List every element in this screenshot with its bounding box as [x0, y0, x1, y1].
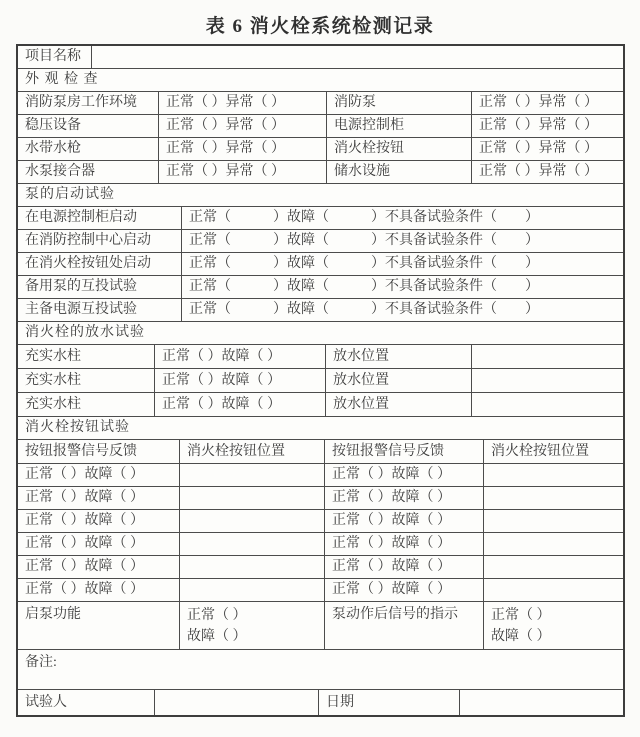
button-location-value — [484, 464, 623, 486]
status-options: 正常（ ）故障（ ） — [325, 579, 484, 601]
discharge-location-value — [472, 393, 623, 416]
pump-start-row — [18, 299, 623, 322]
discharge-location-value — [472, 345, 623, 368]
status-options: 正常（ ）故障（ ） — [18, 533, 180, 555]
project-name-value — [92, 46, 623, 68]
water-column-label: 充实水柱 — [18, 369, 155, 392]
column-header: 消火栓按钮位置 — [491, 443, 589, 459]
status-options: 正常（ ）故障（ ） — [325, 464, 484, 486]
pump-start-row — [18, 276, 623, 299]
inspection-record-table — [16, 44, 625, 717]
status-options: 正常（ ）异常（ ） — [479, 118, 598, 133]
status-options: 正常（ ）故障（ ） — [18, 556, 180, 578]
button-test-row — [18, 487, 623, 510]
pump-start-row — [18, 253, 623, 276]
pump-test-label: 在消火栓按钮处启动 — [18, 253, 182, 275]
pump-start-row — [18, 207, 623, 230]
status-options: 正常（ ）故障（ ） — [325, 510, 484, 532]
status-options: 正常（ ）异常（ ） — [159, 138, 327, 160]
button-location-value — [484, 556, 623, 578]
button-test-row — [18, 533, 623, 556]
button-location-value — [484, 487, 623, 509]
discharge-section-header-row — [18, 322, 623, 345]
tester-value — [155, 690, 319, 715]
pump-signal-options — [484, 602, 623, 649]
appearance-section-title: 外 观 检 查 — [25, 72, 99, 87]
equipment-label: 消防泵房工作环境 — [18, 92, 159, 114]
appearance-row — [18, 138, 623, 161]
pump-test-options: 正常（ ）故障（ ）不具备试验条件（ ） — [189, 233, 539, 248]
status-options: 正常（ ）故障（ ） — [18, 579, 180, 601]
equipment-label: 消防泵 — [327, 92, 472, 114]
button-location-value — [180, 579, 325, 601]
column-header: 消火栓按钮位置 — [180, 440, 325, 463]
status-options: 正常（ ）故障（ ） — [18, 510, 180, 532]
remarks-label: 备注: — [25, 655, 57, 670]
status-options: 正常（ ）异常（ ） — [479, 141, 598, 156]
button-location-value — [180, 556, 325, 578]
pump-function-fault-option: 故障（ ） — [187, 629, 247, 644]
equipment-label: 储水设施 — [327, 161, 472, 183]
pump-test-options: 正常（ ）故障（ ）不具备试验条件（ ） — [189, 279, 539, 294]
pump-test-label: 在电源控制柜启动 — [18, 207, 182, 229]
appearance-section-header-row — [18, 69, 623, 92]
button-location-value — [180, 464, 325, 486]
discharge-section-title: 消火栓的放水试验 — [25, 325, 145, 340]
button-test-row — [18, 464, 623, 487]
button-location-value — [180, 510, 325, 532]
discharge-row — [18, 369, 623, 393]
status-options: 正常（ ）异常（ ） — [159, 115, 327, 137]
pump-test-options: 正常（ ）故障（ ）不具备试验条件（ ） — [189, 210, 539, 225]
pump-test-label: 备用泵的互投试验 — [18, 276, 182, 298]
appearance-row — [18, 115, 623, 138]
status-options: 正常（ ）异常（ ） — [159, 161, 327, 183]
pump-start-section-header-row — [18, 184, 623, 207]
status-options: 正常（ ）故障（ ） — [325, 556, 484, 578]
button-location-value — [484, 533, 623, 555]
button-test-section-title: 消火栓按钮试验 — [25, 420, 130, 435]
pump-test-label: 主备电源互投试验 — [18, 299, 182, 321]
pump-test-options: 正常（ ）故障（ ）不具备试验条件（ ） — [189, 256, 539, 271]
button-test-row — [18, 510, 623, 533]
status-options: 正常（ ）异常（ ） — [159, 92, 327, 114]
status-options: 正常（ ）故障（ ） — [325, 487, 484, 509]
status-options: 正常（ ）故障（ ） — [155, 393, 326, 416]
status-options: 正常（ ）异常（ ） — [479, 164, 598, 179]
pump-signal-normal-option: 正常（ ） — [491, 608, 551, 623]
discharge-location-value — [472, 369, 623, 392]
pump-start-row — [18, 230, 623, 253]
equipment-label: 水带水枪 — [18, 138, 159, 160]
discharge-location-label: 放水位置 — [326, 369, 472, 392]
project-name-label: 项目名称 — [18, 46, 92, 68]
equipment-label: 消火栓按钮 — [327, 138, 472, 160]
discharge-row — [18, 393, 623, 417]
button-location-value — [180, 487, 325, 509]
button-location-value — [484, 579, 623, 601]
pump-function-options — [180, 602, 325, 649]
appearance-row — [18, 92, 623, 115]
date-value — [460, 690, 623, 715]
status-options: 正常（ ）故障（ ） — [155, 369, 326, 392]
equipment-label: 水泵接合器 — [18, 161, 159, 183]
equipment-label: 稳压设备 — [18, 115, 159, 137]
document-title: 表 6 消火栓系统检测记录 — [205, 16, 435, 37]
button-test-section-header-row — [18, 417, 623, 440]
signature-row — [18, 690, 623, 715]
column-header: 按钮报警信号反馈 — [18, 440, 180, 463]
discharge-row — [18, 345, 623, 369]
equipment-label: 电源控制柜 — [327, 115, 472, 137]
pump-function-normal-option: 正常（ ） — [187, 608, 247, 623]
pump-signal-fault-option: 故障（ ） — [491, 629, 551, 644]
remarks-row — [18, 650, 623, 690]
button-test-row — [18, 579, 623, 602]
status-options: 正常（ ）故障（ ） — [18, 464, 180, 486]
pump-signal-label: 泵动作后信号的指示 — [325, 602, 484, 649]
status-options: 正常（ ）故障（ ） — [155, 345, 326, 368]
project-name-row — [18, 46, 623, 69]
status-options: 正常（ ）异常（ ） — [479, 95, 598, 110]
water-column-label: 充实水柱 — [18, 393, 155, 416]
button-location-value — [484, 510, 623, 532]
pump-test-options: 正常（ ）故障（ ）不具备试验条件（ ） — [189, 302, 539, 317]
pump-function-row — [18, 602, 623, 650]
tester-label: 试验人 — [18, 690, 155, 715]
button-test-column-header-row — [18, 440, 623, 464]
date-label: 日期 — [319, 690, 460, 715]
pump-function-label: 启泵功能 — [18, 602, 180, 649]
discharge-location-label: 放水位置 — [326, 345, 472, 368]
column-header: 按钮报警信号反馈 — [325, 440, 484, 463]
pump-test-label: 在消防控制中心启动 — [18, 230, 182, 252]
button-test-row — [18, 556, 623, 579]
button-location-value — [180, 533, 325, 555]
status-options: 正常（ ）故障（ ） — [325, 533, 484, 555]
appearance-row — [18, 161, 623, 184]
pump-start-section-title: 泵的启动试验 — [25, 187, 115, 202]
discharge-location-label: 放水位置 — [326, 393, 472, 416]
status-options: 正常（ ）故障（ ） — [18, 487, 180, 509]
water-column-label: 充实水柱 — [18, 345, 155, 368]
